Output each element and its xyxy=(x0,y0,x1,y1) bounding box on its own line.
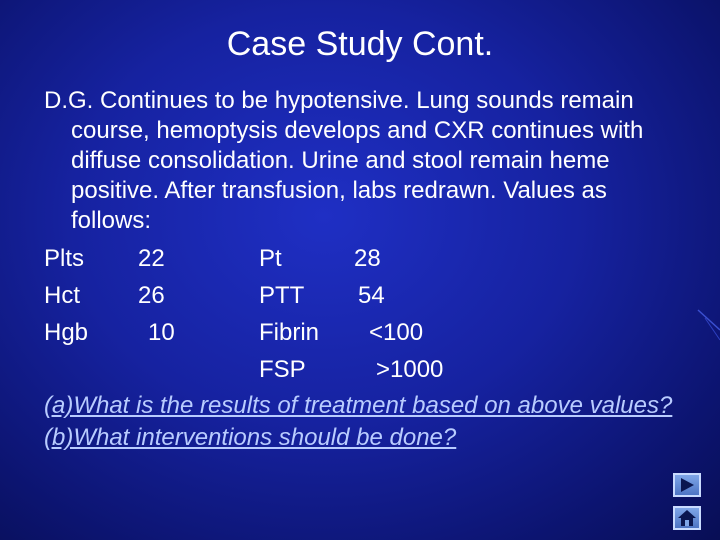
lab-value: >1000 xyxy=(376,356,444,383)
lab-name: Pt xyxy=(259,245,282,272)
case-description: D.G. Continues to be hypotensive. Lung sounds remain course, hemoptysis develops and CXR continues with diffuse consolidation. Urine and stool remain heme positive. After transfusion, labs redrawn. Values as follows: xyxy=(44,87,644,234)
lab-value: 54 xyxy=(358,282,385,309)
slide-body xyxy=(44,86,684,452)
question-link[interactable]: (b)What interventions should be done? xyxy=(44,424,457,451)
lab-name: Plts xyxy=(44,245,85,272)
lab-row xyxy=(44,351,684,388)
slide-title: Case Study Cont. xyxy=(226,25,494,63)
lab-value: 22 xyxy=(138,245,165,272)
lab-row xyxy=(44,314,684,351)
play-triangle-icon xyxy=(675,475,699,495)
lab-name: Hgb xyxy=(44,319,89,346)
lab-name: Hct xyxy=(44,282,80,309)
question-link[interactable]: (a)What is the results of treatment based on above values? xyxy=(44,392,673,419)
lab-row xyxy=(44,277,684,314)
lab-value: 10 xyxy=(148,319,175,346)
lab-value: 28 xyxy=(354,245,381,272)
lab-name: FSP xyxy=(259,356,306,383)
lab-value: <100 xyxy=(369,319,424,346)
lab-name: Fibrin xyxy=(259,319,320,346)
home-icon xyxy=(675,508,699,528)
next-slide-button[interactable] xyxy=(673,473,701,497)
lab-value: 26 xyxy=(138,282,165,309)
lab-name: PTT xyxy=(259,282,305,309)
lab-row xyxy=(44,240,684,277)
home-button[interactable] xyxy=(673,506,701,530)
